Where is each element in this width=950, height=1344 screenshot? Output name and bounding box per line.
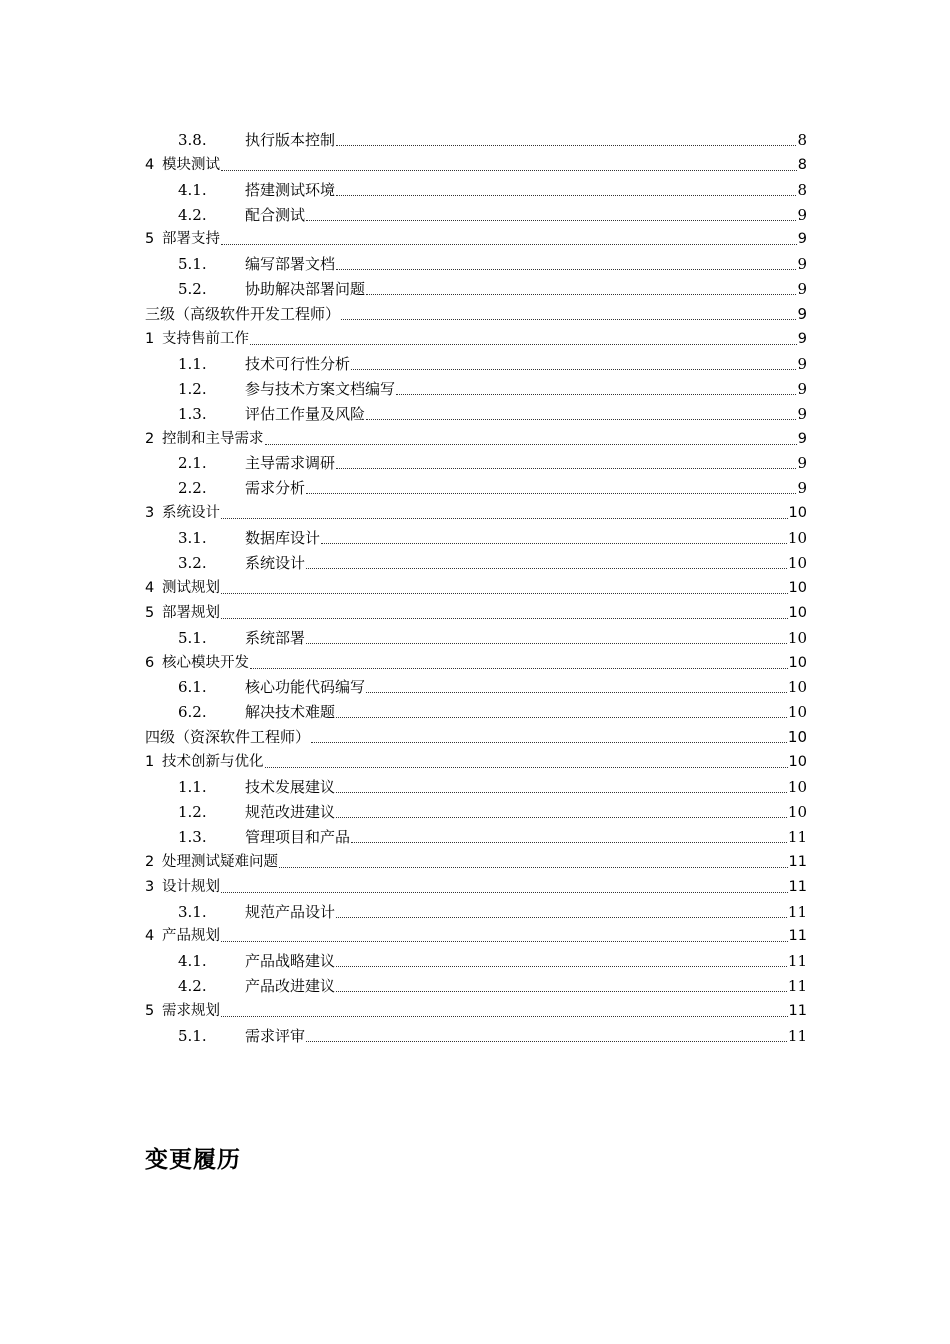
toc-entry-number: 1.3. xyxy=(178,827,207,846)
toc-entry[interactable] xyxy=(145,746,807,771)
toc-entry-title: 支持售前工作 xyxy=(162,331,249,348)
toc-dot-leader xyxy=(221,1016,788,1017)
toc-entry-page-number: 8 xyxy=(797,130,807,149)
toc-entry-number: 5.1. xyxy=(178,628,207,647)
toc-dot-leader xyxy=(306,220,796,221)
toc-entry-title: 需求评审 xyxy=(245,1026,306,1045)
toc-entry-page-number: 8 xyxy=(797,180,807,199)
toc-entry-title: 部署规划 xyxy=(162,604,220,621)
toc-dot-leader xyxy=(221,593,788,594)
toc-entry-title: 测试规划 xyxy=(162,579,220,596)
toc-entry-page-number: 11 xyxy=(788,853,807,870)
toc-entry-number: 1 xyxy=(145,331,155,348)
toc-dot-leader xyxy=(351,842,787,843)
toc-entry-title: 四级（资深软件工程师） xyxy=(145,728,311,747)
toc-entry-number: 4 xyxy=(145,928,155,945)
toc-dot-leader xyxy=(321,543,787,544)
toc-entry-number: 5 xyxy=(145,1003,155,1020)
toc-entry-page-number: 10 xyxy=(787,778,807,797)
toc-entry[interactable] xyxy=(145,945,807,970)
toc-entry-page-number: 11 xyxy=(787,977,807,996)
toc-entry-page-number: 9 xyxy=(797,231,807,248)
toc-entry[interactable] xyxy=(145,547,807,572)
toc-entry[interactable] xyxy=(145,696,807,721)
toc-entry-title: 部署支持 xyxy=(162,231,220,248)
toc-entry-number: 3.1. xyxy=(178,529,207,548)
toc-entry-number: 6.2. xyxy=(178,703,207,722)
toc-entry[interactable] xyxy=(145,796,807,821)
toc-entry-title: 参与技术方案文档编写 xyxy=(245,379,396,398)
toc-entry[interactable] xyxy=(145,348,807,373)
toc-dot-leader xyxy=(336,195,796,196)
toc-entry-number: 3.8. xyxy=(178,130,207,149)
table-of-contents xyxy=(145,124,807,1045)
toc-dot-leader xyxy=(306,643,787,644)
toc-entry-title: 系统设计 xyxy=(245,554,306,573)
toc-dot-leader xyxy=(311,742,787,743)
toc-dot-leader xyxy=(336,145,796,146)
toc-entry-title: 搭建测试环境 xyxy=(245,180,336,199)
toc-entry-number: 5 xyxy=(145,231,155,248)
toc-entry[interactable] xyxy=(145,199,807,224)
toc-entry-title: 解决技术难题 xyxy=(245,703,336,722)
toc-entry-number: 1.2. xyxy=(178,802,207,821)
toc-entry-number: 5.2. xyxy=(178,280,207,299)
toc-entry-title: 模块测试 xyxy=(162,156,220,173)
toc-entry-number: 3.2. xyxy=(178,554,207,573)
toc-dot-leader xyxy=(336,717,787,718)
toc-entry-page-number: 10 xyxy=(787,554,807,573)
toc-entry-number: 1 xyxy=(145,754,155,771)
toc-entry-page-number: 10 xyxy=(788,654,807,671)
toc-entry-page-number: 10 xyxy=(787,529,807,548)
toc-dot-leader xyxy=(341,319,796,320)
toc-entry-page-number: 9 xyxy=(797,430,807,447)
toc-entry-title: 需求分析 xyxy=(245,479,306,498)
toc-entry-number: 3 xyxy=(145,878,155,895)
toc-entry[interactable] xyxy=(145,771,807,796)
toc-entry-number: 5.1. xyxy=(178,255,207,274)
toc-entry-number: 4.1. xyxy=(178,180,207,199)
toc-dot-leader xyxy=(221,244,797,245)
toc-entry[interactable] xyxy=(145,398,807,423)
toc-entry-title: 核心模块开发 xyxy=(162,654,249,671)
toc-entry-page-number: 10 xyxy=(788,505,807,522)
toc-entry-title: 产品战略建议 xyxy=(245,952,336,971)
toc-dot-leader xyxy=(221,618,788,619)
toc-dot-leader xyxy=(396,394,796,395)
toc-dot-leader xyxy=(221,518,788,519)
toc-entry[interactable] xyxy=(145,672,807,697)
toc-entry-page-number: 10 xyxy=(787,628,807,647)
toc-entry[interactable] xyxy=(145,597,807,622)
toc-entry-title: 设计规划 xyxy=(162,878,220,895)
toc-dot-leader xyxy=(221,170,797,171)
toc-entry-page-number: 9 xyxy=(797,305,807,324)
toc-entry-page-number: 10 xyxy=(788,754,807,771)
toc-entry-number: 5 xyxy=(145,604,155,621)
toc-entry[interactable] xyxy=(145,821,807,846)
toc-entry[interactable] xyxy=(145,970,807,995)
toc-entry[interactable] xyxy=(145,448,807,473)
toc-dot-leader xyxy=(366,692,787,693)
toc-dot-leader xyxy=(366,419,796,420)
toc-dot-leader xyxy=(221,941,788,942)
toc-entry-title: 评估工作量及风险 xyxy=(245,404,366,423)
toc-dot-leader xyxy=(306,493,796,494)
toc-entry[interactable] xyxy=(145,124,807,149)
toc-entry-page-number: 11 xyxy=(788,928,807,945)
toc-entry-title: 产品规划 xyxy=(162,928,220,945)
toc-entry-page-number: 11 xyxy=(787,827,807,846)
toc-entry[interactable] xyxy=(145,622,807,647)
toc-entry-title: 技术可行性分析 xyxy=(245,354,351,373)
toc-entry-title: 系统设计 xyxy=(162,505,220,522)
toc-entry-page-number: 9 xyxy=(797,404,807,423)
toc-entry-page-number: 8 xyxy=(797,156,807,173)
toc-entry-number: 3 xyxy=(145,505,155,522)
toc-dot-leader xyxy=(336,917,787,918)
toc-entry-number: 5.1. xyxy=(178,1026,207,1045)
toc-entry-number: 1.2. xyxy=(178,379,207,398)
toc-entry-number: 2 xyxy=(145,853,155,870)
toc-entry-title: 产品改进建议 xyxy=(245,977,336,996)
toc-entry-title: 需求规划 xyxy=(162,1003,220,1020)
toc-dot-leader xyxy=(366,294,796,295)
toc-entry-page-number: 9 xyxy=(797,479,807,498)
toc-entry-page-number: 11 xyxy=(788,878,807,895)
toc-entry-number: 1.1. xyxy=(178,354,207,373)
toc-entry-page-number: 9 xyxy=(797,454,807,473)
toc-dot-leader xyxy=(336,817,787,818)
toc-entry-number: 1.3. xyxy=(178,404,207,423)
toc-entry-number: 2.2. xyxy=(178,479,207,498)
toc-entry[interactable] xyxy=(145,224,807,249)
toc-dot-leader xyxy=(336,991,787,992)
toc-entry-page-number: 11 xyxy=(787,952,807,971)
toc-entry-page-number: 9 xyxy=(797,331,807,348)
toc-entry[interactable] xyxy=(145,921,807,946)
toc-dot-leader xyxy=(306,568,787,569)
toc-dot-leader xyxy=(306,1041,787,1042)
toc-entry-title: 协助解决部署问题 xyxy=(245,280,366,299)
toc-dot-leader xyxy=(351,369,796,370)
toc-entry-page-number: 9 xyxy=(797,205,807,224)
toc-entry-page-number: 9 xyxy=(797,255,807,274)
toc-entry[interactable] xyxy=(145,373,807,398)
toc-entry-page-number: 9 xyxy=(797,280,807,299)
toc-entry-title: 系统部署 xyxy=(245,628,306,647)
toc-entry-title: 技术创新与优化 xyxy=(162,754,264,771)
toc-entry-title: 执行版本控制 xyxy=(245,130,336,149)
toc-entry-number: 6 xyxy=(145,654,155,671)
toc-entry-number: 4 xyxy=(145,579,155,596)
toc-entry[interactable] xyxy=(145,323,807,348)
toc-entry-title: 管理项目和产品 xyxy=(245,827,351,846)
toc-dot-leader xyxy=(336,966,787,967)
toc-entry-page-number: 11 xyxy=(787,1026,807,1045)
toc-entry[interactable] xyxy=(145,174,807,199)
toc-entry[interactable] xyxy=(145,149,807,174)
toc-entry-title: 编写部署文档 xyxy=(245,255,336,274)
toc-dot-leader xyxy=(336,269,796,270)
toc-entry[interactable] xyxy=(145,896,807,921)
toc-entry-page-number: 10 xyxy=(787,728,807,747)
toc-entry-title: 主导需求调研 xyxy=(245,454,336,473)
toc-entry-title: 控制和主导需求 xyxy=(162,430,264,447)
toc-entry[interactable] xyxy=(145,248,807,273)
toc-entry-number: 4.2. xyxy=(178,205,207,224)
toc-entry[interactable] xyxy=(145,522,807,547)
change-history-heading: 变更履历 xyxy=(145,1147,241,1173)
toc-entry-number: 1.1. xyxy=(178,778,207,797)
toc-entry-number: 4 xyxy=(145,156,155,173)
toc-entry-number: 3.1. xyxy=(178,902,207,921)
toc-entry-page-number: 10 xyxy=(787,703,807,722)
toc-entry[interactable] xyxy=(145,721,807,746)
toc-entry-number: 4.2. xyxy=(178,977,207,996)
toc-entry-number: 2 xyxy=(145,430,155,447)
toc-entry-page-number: 9 xyxy=(797,379,807,398)
toc-entry-title: 配合测试 xyxy=(245,205,306,224)
toc-entry-page-number: 10 xyxy=(787,678,807,697)
toc-entry-page-number: 10 xyxy=(787,802,807,821)
toc-dot-leader xyxy=(221,892,788,893)
toc-entry[interactable] xyxy=(145,472,807,497)
toc-entry-title: 处理测试疑难问题 xyxy=(162,853,278,870)
toc-entry[interactable] xyxy=(145,572,807,597)
toc-entry-page-number: 10 xyxy=(788,579,807,596)
toc-entry[interactable] xyxy=(145,647,807,672)
toc-entry-page-number: 10 xyxy=(788,604,807,621)
toc-entry-number: 2.1. xyxy=(178,454,207,473)
toc-dot-leader xyxy=(336,468,796,469)
toc-entry-page-number: 9 xyxy=(797,354,807,373)
toc-dot-leader xyxy=(265,767,788,768)
toc-entry[interactable] xyxy=(145,871,807,896)
toc-entry[interactable] xyxy=(145,846,807,871)
toc-entry-number: 4.1. xyxy=(178,952,207,971)
toc-entry-title: 技术发展建议 xyxy=(245,778,336,797)
toc-entry[interactable] xyxy=(145,273,807,298)
toc-entry-title: 三级（高级软件开发工程师） xyxy=(145,305,341,324)
toc-dot-leader xyxy=(336,792,787,793)
toc-entry-title: 规范改进建议 xyxy=(245,802,336,821)
toc-entry-number: 6.1. xyxy=(178,678,207,697)
toc-entry-title: 数据库设计 xyxy=(245,529,321,548)
toc-entry[interactable] xyxy=(145,497,807,522)
toc-entry[interactable] xyxy=(145,298,807,323)
toc-dot-leader xyxy=(279,867,788,868)
toc-entry[interactable] xyxy=(145,995,807,1020)
toc-entry-title: 核心功能代码编写 xyxy=(245,678,366,697)
toc-entry[interactable] xyxy=(145,1020,807,1045)
toc-entry-title: 规范产品设计 xyxy=(245,902,336,921)
toc-dot-leader xyxy=(250,668,788,669)
toc-entry[interactable] xyxy=(145,423,807,448)
toc-dot-leader xyxy=(250,344,797,345)
toc-dot-leader xyxy=(265,444,797,445)
toc-entry-page-number: 11 xyxy=(787,902,807,921)
toc-entry-page-number: 11 xyxy=(788,1003,807,1020)
